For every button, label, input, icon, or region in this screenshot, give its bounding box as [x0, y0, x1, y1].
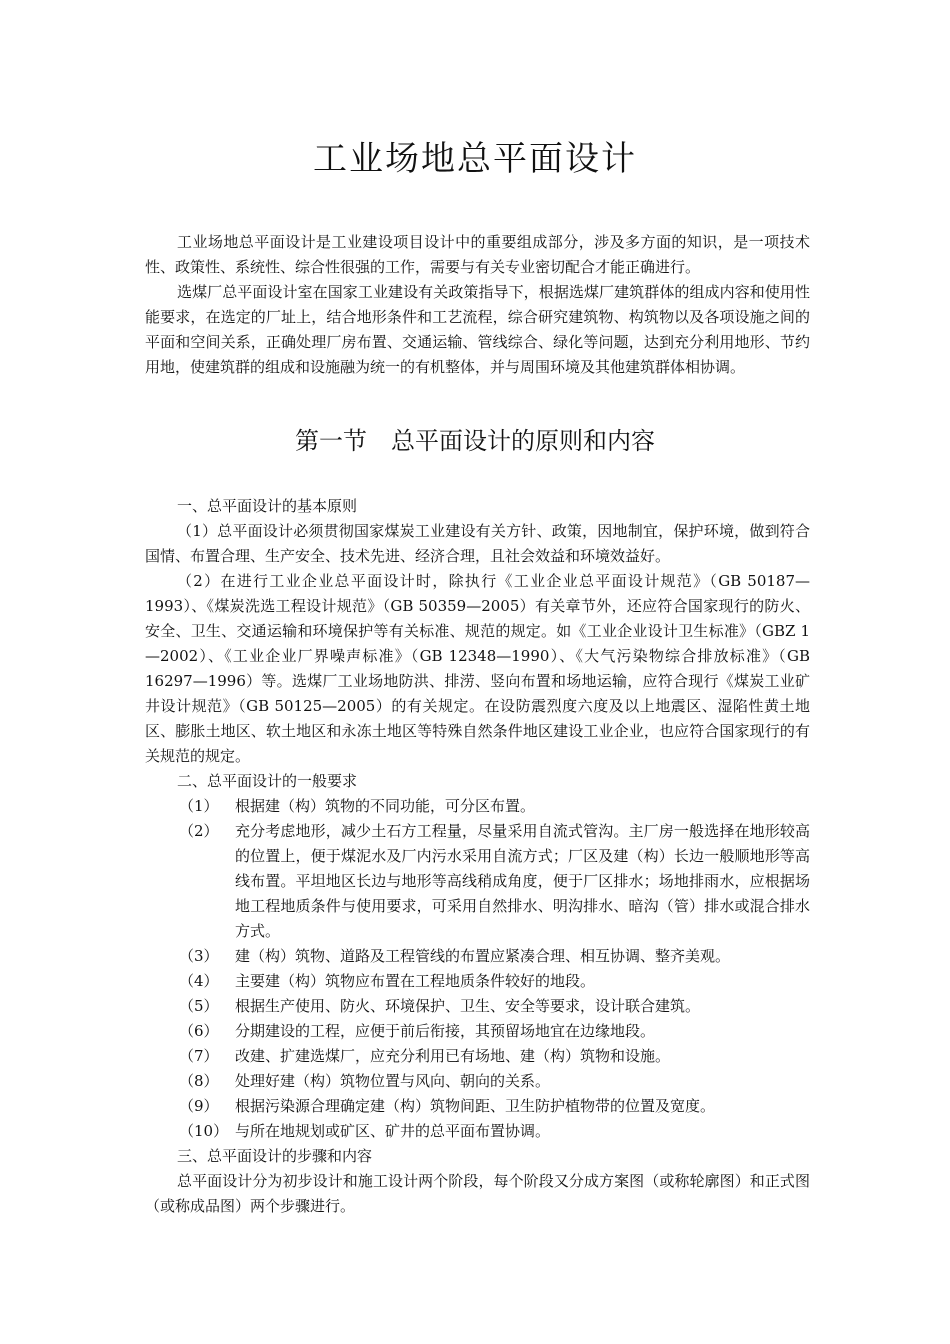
list-item: [145, 969, 810, 994]
list-item: [145, 1094, 810, 1119]
part3-heading: 三、总平面设计的步骤和内容: [177, 1147, 373, 1165]
list-item-text: 根据污染源合理确定建（构）筑物间距、卫生防护植物带的位置及宽度。: [235, 1097, 716, 1115]
list-item: [145, 819, 810, 944]
list-item-number: （4）: [179, 972, 219, 990]
list-item: [145, 1069, 810, 1094]
list-item: [145, 1044, 810, 1069]
list-item-text: 分期建设的工程，应便于前后衔接，其预留场地宜在边缘地段。: [235, 1022, 656, 1040]
list-item-text: 充分考虑地形，减少土石方工程量，尽量采用自流式管沟。主厂房一般选择在地形较高的位置上，便于煤泥水及厂内污水采用自流方式；厂区及建（构）长边一般顺地形等高线布置。平坦地区长边与地形等高线稍成角度，便于厂区排水；场地排雨水，应根据场地工程地质条件与使用要求，可采用自然排水、明沟排水、暗沟（管）排水或混合排水方式。: [235, 822, 810, 940]
list-item-text: 与所在地规划或矿区、矿井的总平面布置协调。: [235, 1122, 551, 1140]
intro-block: [145, 230, 810, 380]
section-body: [145, 494, 810, 1219]
list-item: [145, 1019, 810, 1044]
list-item-text: 处理好建（构）筑物位置与风向、朝向的关系。: [235, 1072, 551, 1090]
list-item: [145, 944, 810, 969]
part1-heading: 一、总平面设计的基本原则: [177, 497, 358, 515]
list-item-number: （3）: [179, 947, 219, 965]
list-item-text: 改建、扩建选煤厂，应充分利用已有场地、建（构）筑物和设施。: [235, 1047, 671, 1065]
intro-paragraph-1: 工业场地总平面设计是工业建设项目设计中的重要组成部分，涉及多方面的知识，是一项技术性、政策性、系统性、综合性很强的工作，需要与有关专业密切配合才能正确进行。: [145, 233, 810, 276]
list-item: [145, 794, 810, 819]
list-item-text: 建（构）筑物、道路及工程管线的布置应紧凑合理、相互协调、整齐美观。: [235, 947, 731, 965]
list-item-number: （1）: [179, 797, 219, 815]
list-item-number: （8）: [179, 1072, 219, 1090]
part2-heading: 二、总平面设计的一般要求: [177, 772, 358, 790]
part1-paragraph-2: （2）在进行工业企业总平面设计时，除执行《工业企业总平面设计规范》（GB 50187—1993）、《煤炭洗选工程设计规范》（GB 50359—2005）有关章节外，还应符合国家现行的防火、安全、卫生、交通运输和环境保护等有关标准、规范的规定。如《工业企业设计卫生标准》（GBZ 1—2002）、《工业企业厂界噪声标准》（GB 12348—1990）、《大气污染物综合排放标准》（GB 16297—1996）等。选煤厂工业场地防洪、排涝、竖向布置和场地运输，应符合现行《煤炭工业矿井设计规范》（GB 50125—2005）的有关规定。在设防震烈度六度及以上地震区、湿陷性黄土地区、膨胀土地区、软土地区和永冻土地区等特殊自然条件地区建设工业企业，也应符合国家现行的有关规范的规定。: [145, 572, 810, 765]
list-item-number: （5）: [179, 997, 219, 1015]
list-item: [145, 1119, 810, 1144]
list-item-number: （2）: [179, 822, 219, 840]
list-item-number: （9）: [179, 1097, 219, 1115]
part3-paragraph-1: 总平面设计分为初步设计和施工设计两个阶段，每个阶段又分成方案图（或称轮廓图）和正式图（或称成品图）两个步骤进行。: [145, 1172, 810, 1215]
intro-paragraph-2: 选煤厂总平面设计室在国家工业建设有关政策指导下，根据选煤厂建筑群体的组成内容和使用性能要求，在选定的厂址上，结合地形条件和工艺流程，综合研究建筑物、构筑物以及各项设施之间的平面和空间关系，正确处理厂房布置、交通运输、管线综合、绿化等问题，达到充分利用地形、节约用地，使建筑群的组成和设施融为统一的有机整体，并与周围环境及其他建筑群体相协调。: [145, 283, 810, 376]
list-item-text: 根据建（构）筑物的不同功能，可分区布置。: [235, 797, 536, 815]
list-item-text: 根据生产使用、防火、环境保护、卫生、安全等要求，设计联合建筑。: [235, 997, 701, 1015]
list-item-text: 主要建（构）筑物应布置在工程地质条件较好的地段。: [235, 972, 596, 990]
list-item-number: （6）: [179, 1022, 219, 1040]
list-item: [145, 994, 810, 1019]
list-item-number: （7）: [179, 1047, 219, 1065]
list-item-number: （10）: [179, 1122, 229, 1140]
page-title: 工业场地总平面设计: [313, 139, 637, 179]
section-title: 第一节 总平面设计的原则和内容: [295, 427, 655, 455]
part1-paragraph-1: （1）总平面设计必须贯彻国家煤炭工业建设有关方针、政策，因地制宜，保护环境，做到符合国情、布置合理、生产安全、技术先进、经济合理，且社会效益和环境效益好。: [145, 522, 810, 565]
